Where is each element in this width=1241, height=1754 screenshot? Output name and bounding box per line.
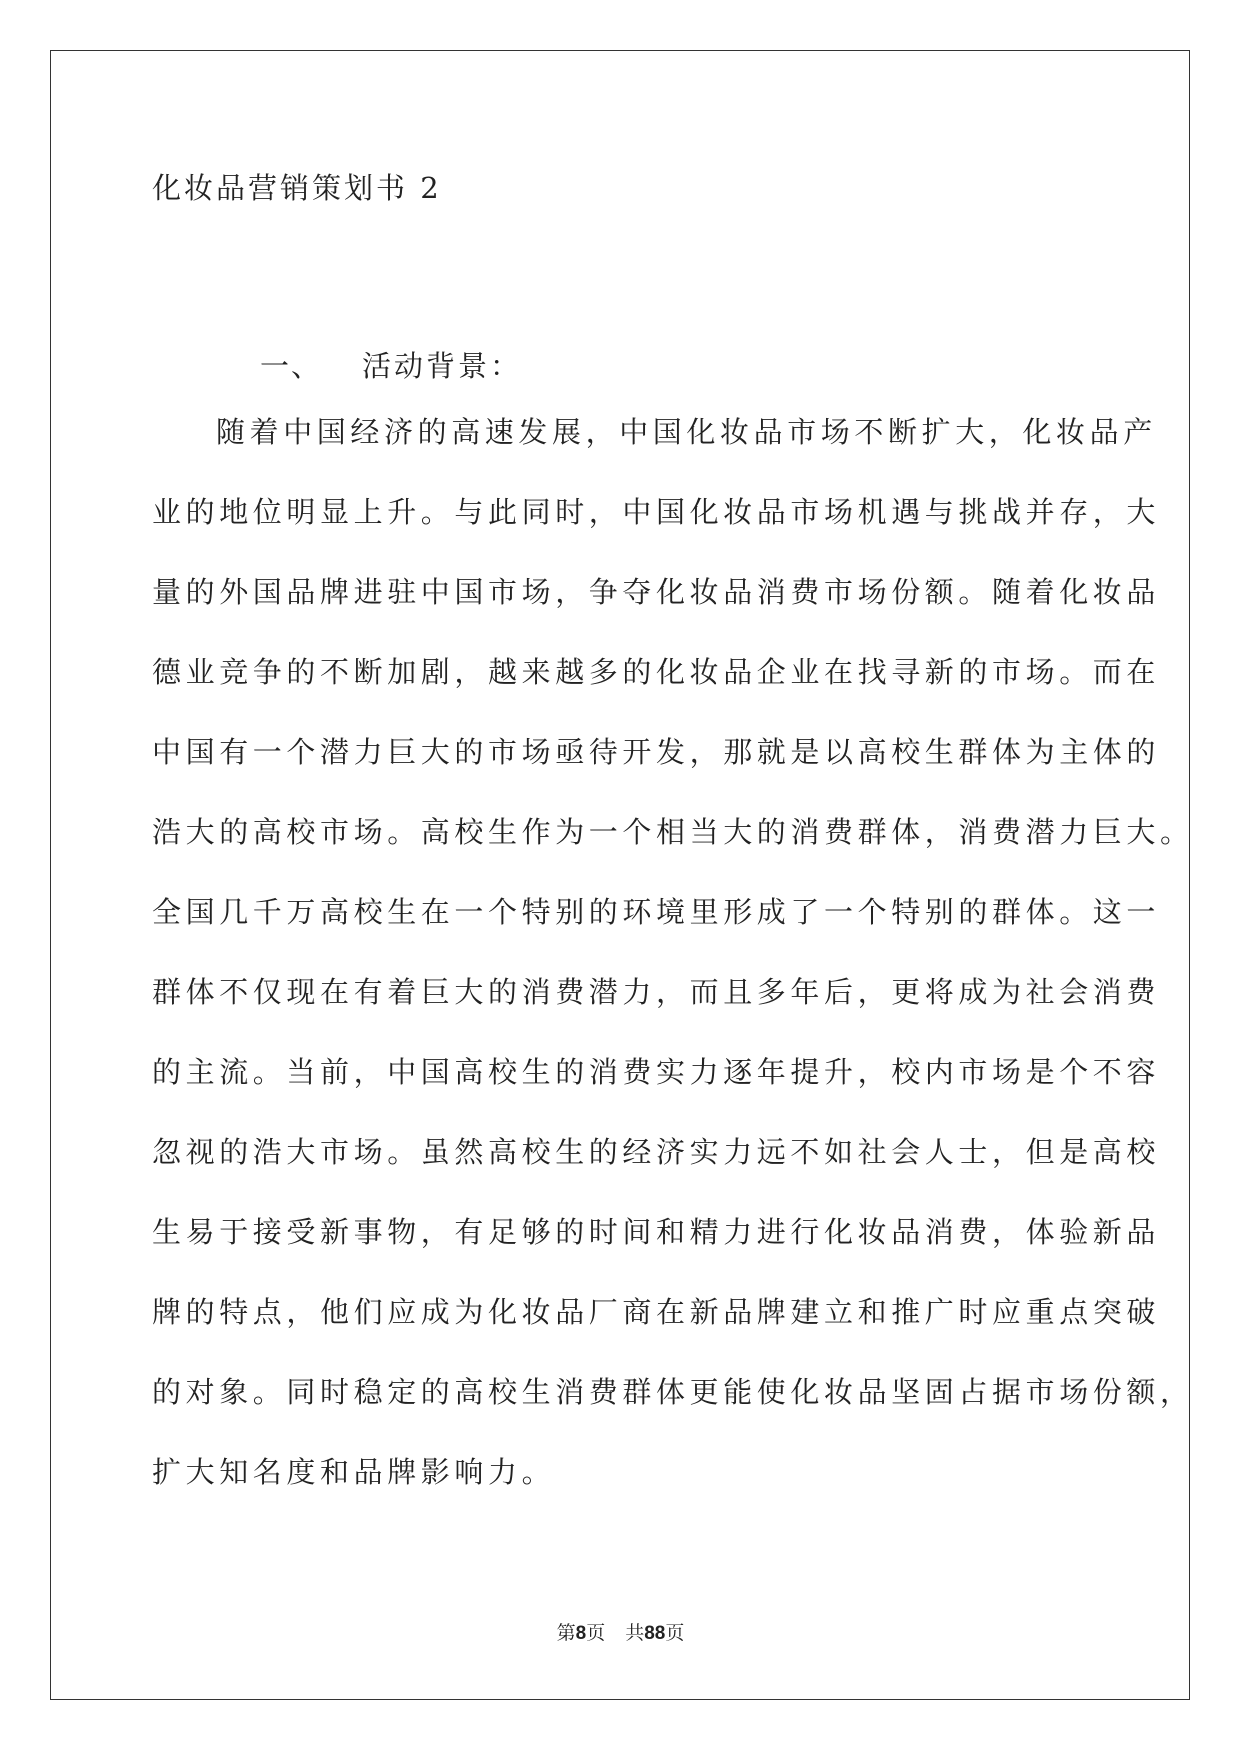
section-heading [260,346,522,386]
page-prefix: 第 [556,1622,576,1644]
paragraph [152,412,1194,1532]
paragraph-line: 群体不仅现在有着巨大的消费潜力，而且多年后，更将成为社会消费 [152,975,1161,1009]
paragraph-line: 浩大的高校市场。高校生作为一个相当大的消费群体，消费潜力巨大。 [152,815,1194,849]
total-suffix: 页 [665,1622,685,1644]
paragraph-line: 的对象。同时稳定的高校生消费群体更能使化妆品坚固占据市场份额， [152,1375,1194,1409]
paragraph-line: 德业竞争的不断加剧，越来越多的化妆品企业在找寻新的市场。而在 [152,655,1161,689]
total-prefix: 共 [625,1622,645,1644]
paragraph-line: 生易于接受新事物，有足够的时间和精力进行化妆品消费，体验新品 [152,1215,1161,1249]
page-current: 8 [575,1623,587,1644]
paragraph-line: 忽视的浩大市场。虽然高校生的经济实力远不如社会人士，但是高校 [152,1135,1161,1169]
section-heading-text: 活动背景： [362,349,523,383]
paragraph-line: 随着中国经济的高速发展，中国化妆品市场不断扩大，化妆品产 [216,415,1157,449]
paragraph-line: 牌的特点，他们应成为化妆品厂商在新品牌建立和推广时应重点突破 [152,1295,1161,1329]
page-suffix: 页 [586,1622,606,1644]
paragraph-line: 业的地位明显上升。与此同时，中国化妆品市场机遇与挑战并存，大 [152,495,1161,529]
page-total: 88 [644,1623,666,1644]
document-title: 化妆品营销策划书 2 [152,171,442,205]
page-footer [0,1620,1241,1647]
paragraph-line: 扩大知名度和品牌影响力。 [152,1455,556,1489]
paragraph-line: 量的外国品牌进驻中国市场，争夺化妆品消费市场份额。随着化妆品 [152,575,1161,609]
section-number: 一、 [260,349,323,383]
paragraph-line: 的主流。当前，中国高校生的消费实力逐年提升，校内市场是个不容 [152,1055,1161,1089]
paragraph-line: 全国几千万高校生在一个特别的环境里形成了一个特别的群体。这一 [152,895,1161,929]
paragraph-line: 中国有一个潜力巨大的市场亟待开发，那就是以高校生群体为主体的 [152,735,1161,769]
